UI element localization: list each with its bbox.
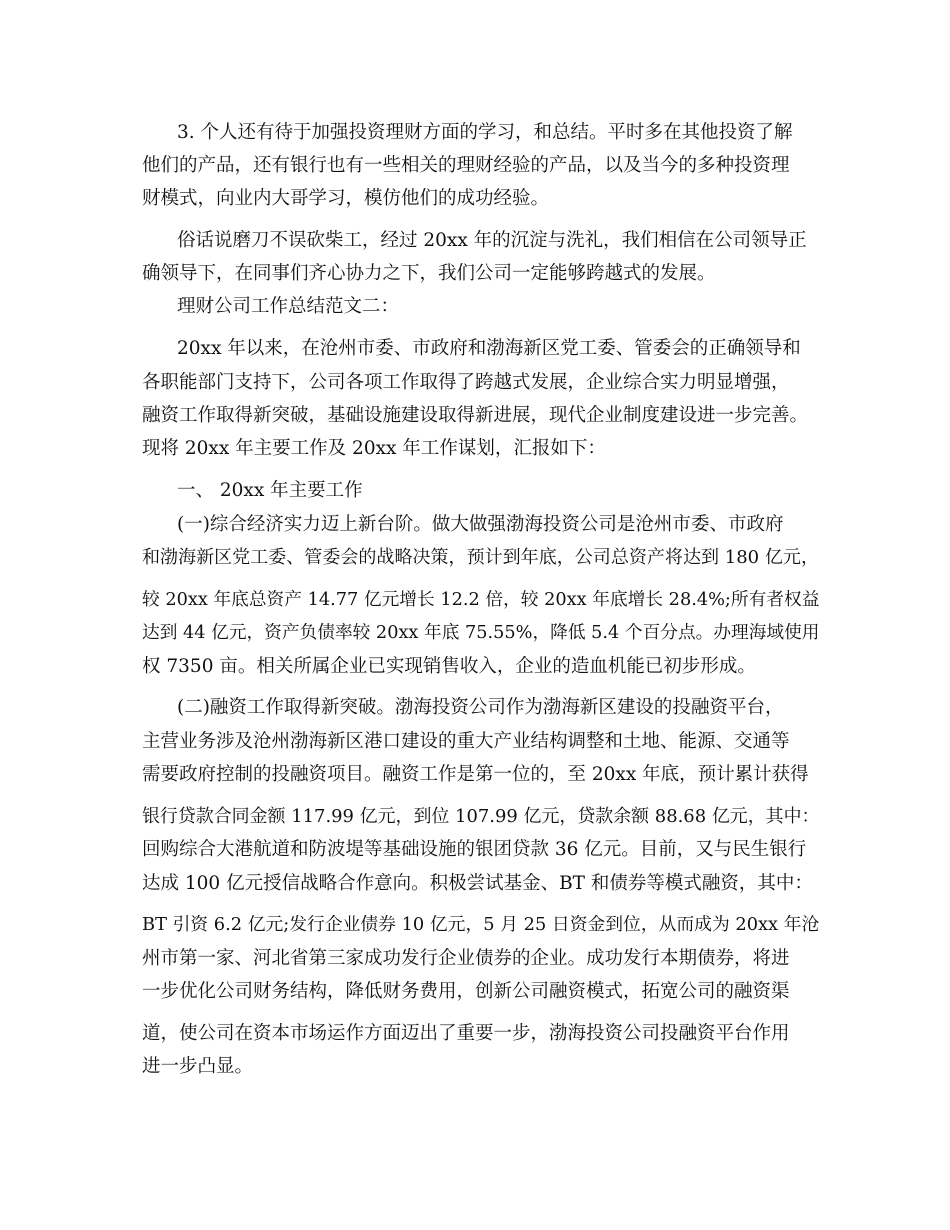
text-line-9: 融资工作取得新突破，基础设施建设取得新进展，现代企业制度建设进一步完善。: [142, 405, 809, 426]
text-line-20: 银行贷款合同金额 117.99 亿元，到位 107.99 亿元，贷款余额 88.68 亿元，其中：: [142, 806, 820, 827]
text-line-2: 他们的产品，还有银行也有一些相关的理财经验的产品，以及当今的多种投资理: [142, 155, 790, 176]
text-line-23: BT 引资 6.2 亿元;发行企业债券 10 亿元，5 月 25 日资金到位，从而成为 20xx 年沧: [142, 914, 820, 935]
section-heading-2: 理财公司工作总结范文二：: [177, 296, 400, 317]
text-line-16: 权 7350 亩。相关所属企业已实现销售收入，企业的造血机能已初步形成。: [142, 656, 756, 677]
text-line-15: 达到 44 亿元，资产负债率较 20xx 年底 75.55%，降低 5.4 个百分点。办理海域使用: [142, 623, 820, 643]
text-line-5: 确领导下，在同事们齐心协力之下，我们公司一定能够跨越式的发展。: [142, 263, 716, 284]
text-line-24: 州市第一家、河北省第三家成功发行企业债券的企业。成功发行本期债券，将进: [142, 948, 790, 969]
text-line-4: 俗话说磨刀不误砍柴工，经过 20xx 年的沉淀与洗礼，我们相信在公司领导正: [177, 230, 807, 251]
text-line-1: 3. 个人还有待于加强投资理财方面的学习，和总结。平时多在其他投资了解: [177, 122, 793, 143]
text-line-14: 较 20xx 年底总资产 14.77 亿元增长 12.2 倍，较 20xx 年底增长 28.4%;所有者权益: [142, 590, 820, 610]
text-line-27: 进一步凸显。: [142, 1056, 254, 1077]
text-line-10: 现将 20xx 年主要工作及 20xx 年工作谋划，汇报如下：: [142, 438, 606, 459]
text-line-26: 道，使公司在资本市场运作方面迈出了重要一步，渤海投资公司投融资平台作用: [142, 1023, 790, 1044]
text-line-21: 回购综合大港航道和防波堤等基础设施的银团贷款 36 亿元。目前，又与民生银行: [142, 839, 807, 860]
text-line-18: 主营业务涉及沧州渤海新区港口建设的重大产业结构调整和土地、能源、交通等: [142, 731, 790, 752]
text-line-7: 20xx 年以来，在沧州市委、市政府和渤海新区党工委、管委会的正确领导和: [177, 338, 801, 359]
text-line-22: 达成 100 亿元授信战略合作意向。积极尝试基金、BT 和债券等模式融资，其中：: [142, 873, 813, 894]
subsection-heading-1: 一、 20xx 年主要工作: [177, 480, 363, 501]
text-line-25: 一步优化公司财务结构，降低财务费用，创新公司融资模式，拓宽公司的融资渠: [142, 981, 790, 1002]
text-line-8: 各职能部门支持下，公司各项工作取得了跨越式发展，企业综合实力明显增强，: [142, 372, 790, 393]
text-line-12: (一)综合经济实力迈上新台阶。做大做强渤海投资公司是沧州市委、市政府: [177, 514, 784, 535]
text-line-17: (二)融资工作取得新突破。渤海投资公司作为渤海新区建设的投融资平台，: [177, 697, 784, 718]
text-line-13: 和渤海新区党工委、管委会的战略决策，预计到年底，公司总资产将达到 180 亿元，: [142, 547, 819, 568]
text-line-3: 财模式，向业内大哥学习，模仿他们的成功经验。: [142, 188, 550, 209]
text-line-19: 需要政府控制的投融资项目。融资工作是第一位的，至 20xx 年底，预计累计获得: [142, 764, 809, 785]
